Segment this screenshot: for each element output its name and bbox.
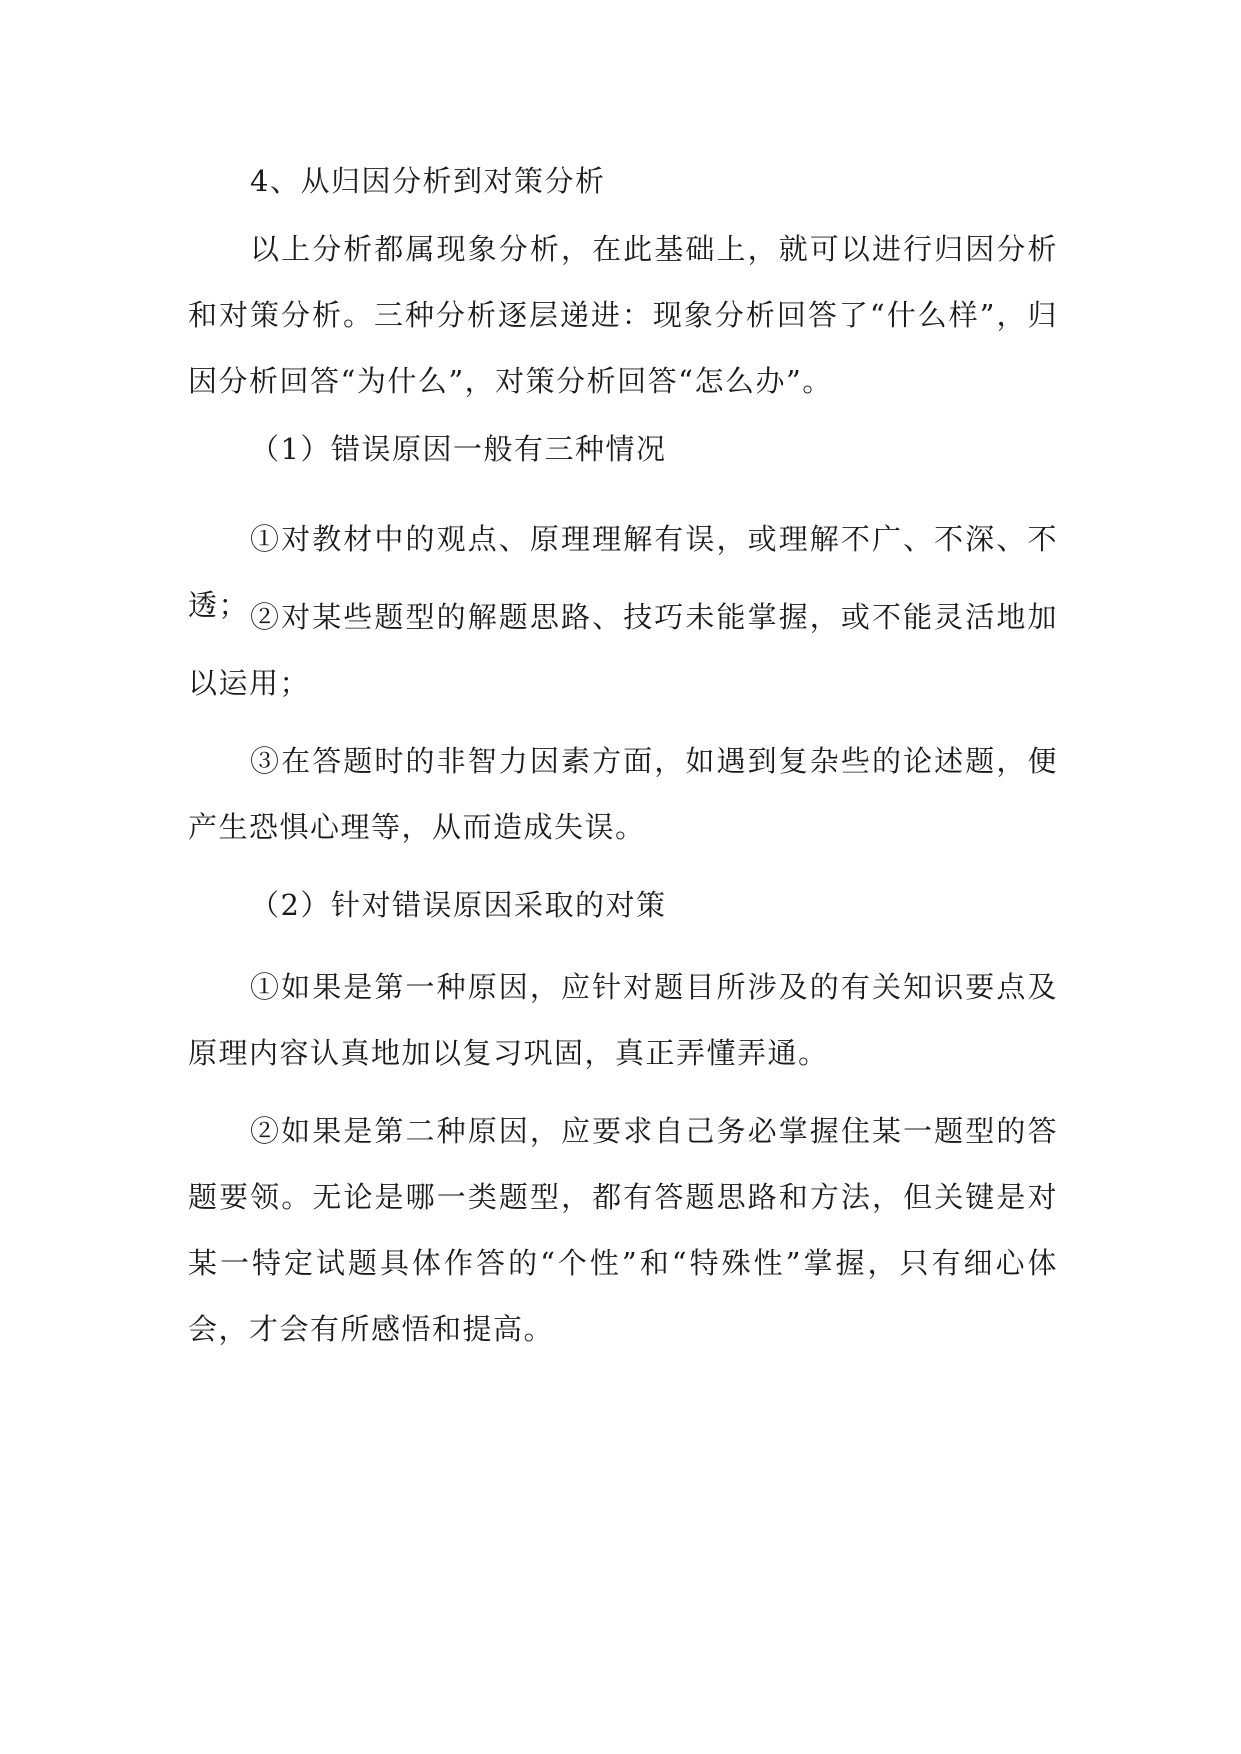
subheading-causes: （1）错误原因一般有三种情况: [250, 432, 667, 466]
cause-item-2: ②对某些题型的解题思路、技巧未能掌握，或不能灵活地加以运用；: [188, 600, 1058, 700]
countermeasure-item-1: ①如果是第一种原因，应针对题目所涉及的有关知识要点及原理内容认真地加以复习巩固，真正弄懂弄通。: [188, 970, 1058, 1070]
subheading-countermeasures: （2）针对错误原因采取的对策: [250, 888, 667, 922]
intro-paragraph: 以上分析都属现象分析，在此基础上，就可以进行归因分析和对策分析。三种分析逐层递进：现象分析回答了“什么样”，归因分析回答“为什么”，对策分析回答“怎么办”。: [188, 232, 1058, 398]
cause-item-1: ①对教材中的观点、原理理解有误，或理解不广、不深、不透；: [188, 522, 1058, 622]
cause-item-3: ③在答题时的非智力因素方面，如遇到复杂些的论述题，便产生恐惧心理等，从而造成失误。: [188, 744, 1058, 844]
countermeasure-item-2: ②如果是第二种原因，应要求自己务必掌握住某一题型的答题要领。无论是哪一类题型，都有答题思路和方法，但关键是对某一特定试题具体作答的“个性”和“特殊性”掌握，只有细心体会，才会有所感悟和提高。: [188, 1114, 1058, 1346]
section-heading: 4、从归因分析到对策分析: [250, 164, 606, 198]
